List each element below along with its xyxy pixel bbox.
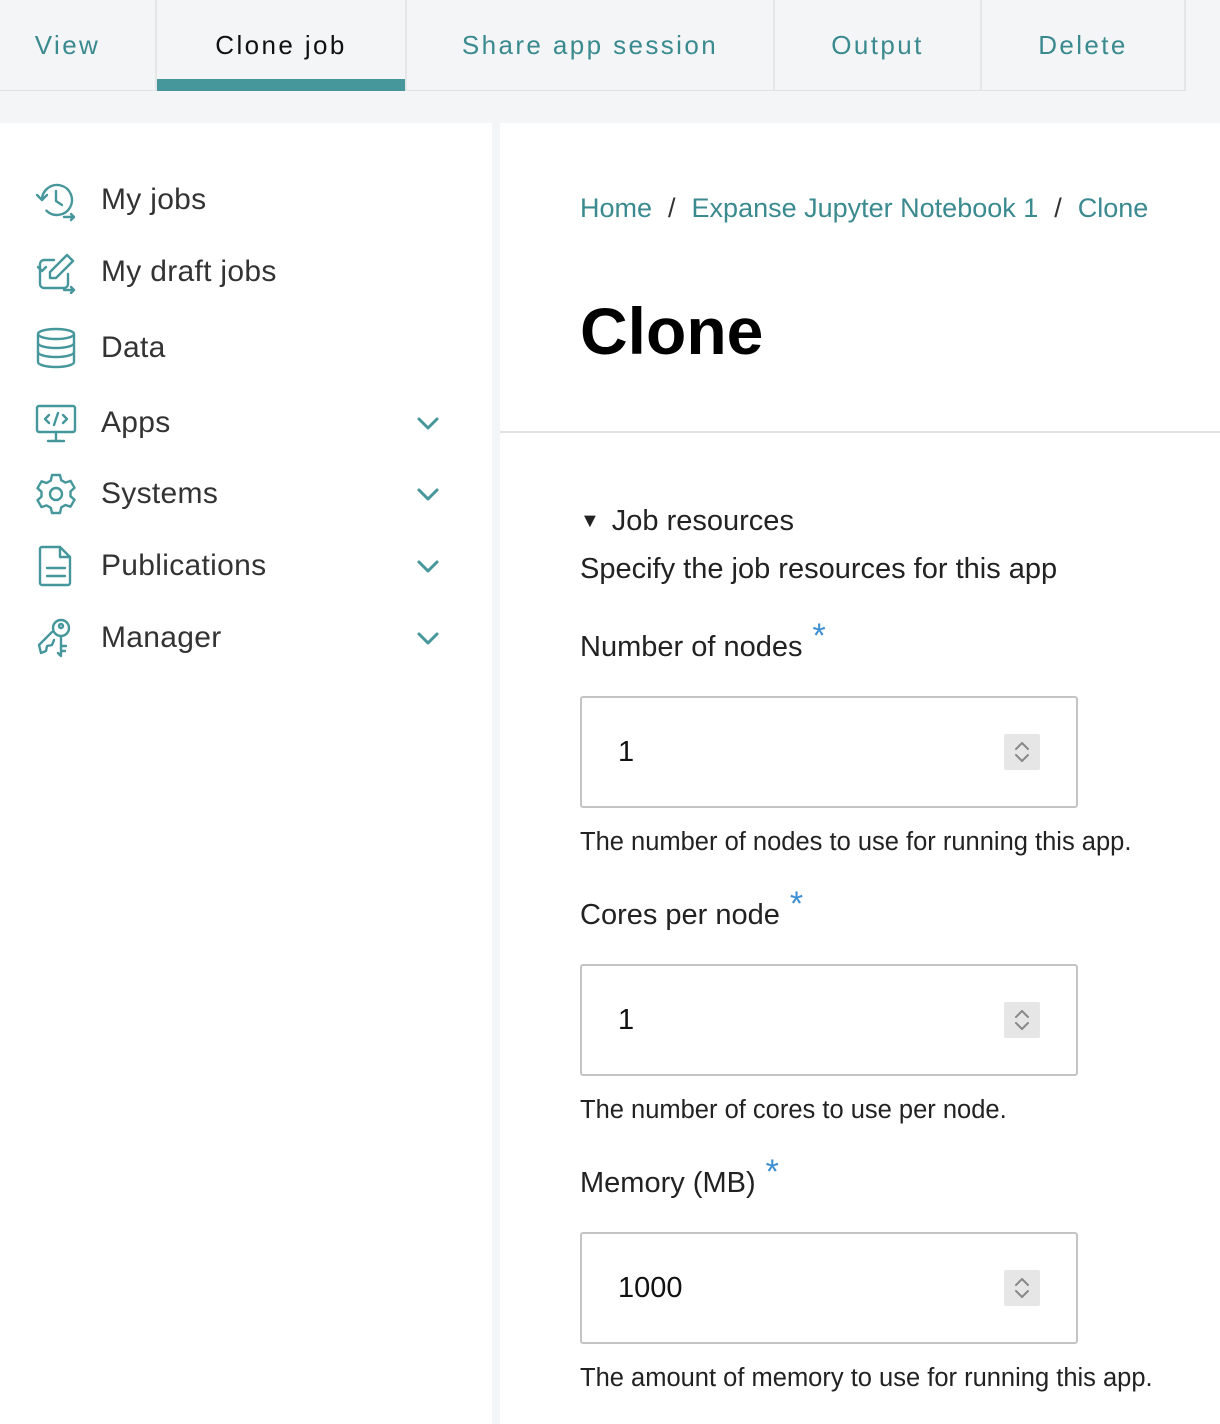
main-panel: [500, 123, 1220, 1424]
breadcrumb-current[interactable]: Clone: [1077, 193, 1149, 223]
breadcrumb-separator: /: [668, 193, 676, 223]
cores-input-box: [580, 964, 1078, 1076]
breadcrumb-separator: /: [1054, 193, 1062, 223]
sidebar-item-label: My jobs: [101, 183, 207, 216]
cores-spinner[interactable]: [1004, 1002, 1040, 1038]
cores-help-text: The number of cores to use per node.: [580, 1096, 1007, 1124]
sidebar-item-my-jobs[interactable]: [0, 170, 492, 230]
top-tab-bar: [0, 0, 1186, 91]
memory-spinner[interactable]: [1004, 1270, 1040, 1306]
monitor-code-icon: [34, 401, 78, 445]
sidebar-item-my-draft-jobs[interactable]: [0, 242, 492, 302]
sidebar-item-data[interactable]: [0, 318, 492, 378]
breadcrumb-app-link[interactable]: Expanse Jupyter Notebook 1: [691, 193, 1039, 223]
sidebar: [0, 123, 492, 1424]
field-label-nodes: [580, 617, 826, 670]
edit-draft-icon: [34, 250, 78, 294]
field-label-text: Number of nodes: [580, 631, 803, 663]
memory-help-text: The amount of memory to use for running this app.: [580, 1364, 1153, 1392]
field-label-memory: [580, 1153, 779, 1206]
nodes-input-box: [580, 696, 1078, 808]
required-marker: *: [765, 1153, 779, 1191]
breadcrumb-home-link[interactable]: Home: [580, 193, 653, 223]
job-resources-toggle[interactable]: [580, 505, 794, 538]
tab-share-app-session[interactable]: Share app session: [407, 0, 775, 90]
tab-clone-job[interactable]: Clone job: [157, 0, 407, 90]
tab-delete[interactable]: Delete: [982, 0, 1186, 90]
chevron-down-icon[interactable]: [414, 552, 442, 580]
field-label-text: Cores per node: [580, 899, 780, 931]
sidebar-item-publications[interactable]: [0, 536, 492, 596]
chevron-down-icon[interactable]: [414, 480, 442, 508]
tab-output[interactable]: Output: [775, 0, 982, 90]
required-marker: *: [789, 885, 804, 923]
title-divider: [500, 431, 1220, 433]
page-title: Clone: [580, 294, 764, 368]
database-icon: [34, 326, 78, 370]
sidebar-item-label: Publications: [101, 549, 267, 582]
sidebar-item-label: Manager: [101, 621, 222, 654]
chevron-down-icon[interactable]: [414, 409, 442, 437]
required-marker: *: [812, 617, 826, 655]
sidebar-item-label: Data: [101, 331, 166, 364]
tab-view[interactable]: View: [0, 0, 157, 90]
cores-input[interactable]: [582, 966, 1076, 1074]
sidebar-item-systems[interactable]: [0, 464, 492, 524]
manager-keys-icon: [34, 616, 78, 660]
sidebar-item-label: My draft jobs: [101, 255, 277, 288]
sidebar-item-label: Apps: [101, 406, 171, 439]
section-description: Specify the job resources for this app: [580, 553, 1058, 585]
triangle-down-icon: ▼: [580, 510, 600, 532]
clock-history-icon: [34, 178, 78, 222]
gear-icon: [34, 472, 78, 516]
field-label-text: Memory (MB): [580, 1167, 756, 1199]
sidebar-item-label: Systems: [101, 477, 219, 510]
breadcrumb: [580, 193, 1148, 224]
sidebar-item-manager[interactable]: [0, 608, 492, 668]
document-icon: [34, 544, 78, 588]
nodes-help-text: The number of nodes to use for running this app.: [580, 828, 1132, 856]
memory-input[interactable]: [582, 1234, 1076, 1342]
nodes-input[interactable]: [582, 698, 1076, 806]
section-title: Job resources: [611, 505, 794, 537]
field-label-cores: [580, 885, 804, 938]
nodes-spinner[interactable]: [1004, 734, 1040, 770]
chevron-down-icon[interactable]: [414, 624, 442, 652]
sidebar-item-apps[interactable]: [0, 393, 492, 453]
memory-input-box: [580, 1232, 1078, 1344]
